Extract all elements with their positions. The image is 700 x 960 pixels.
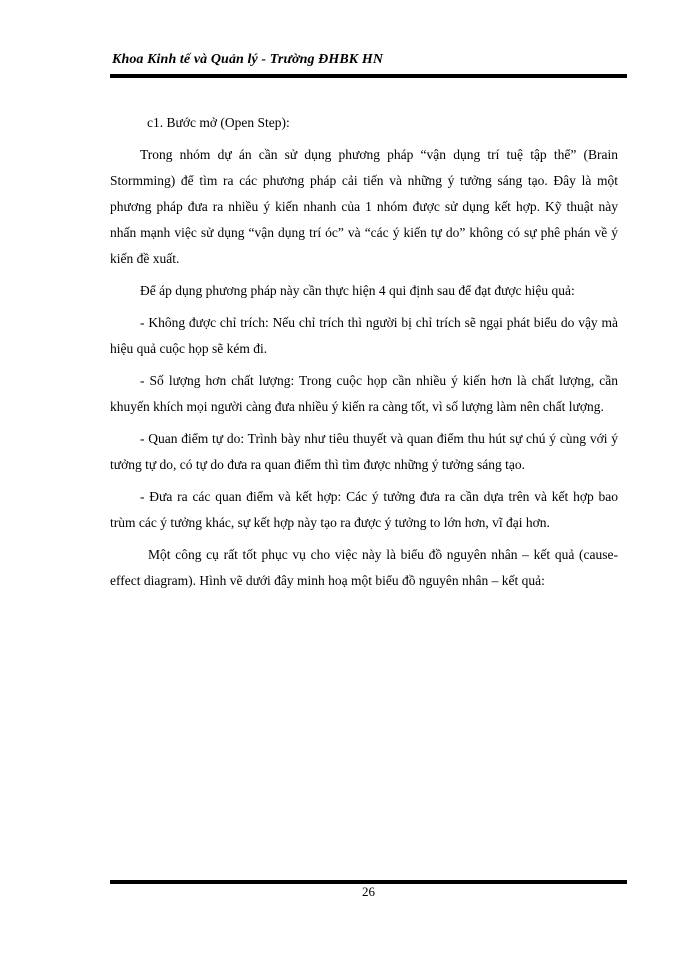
paragraph-rule-free-view: - Quan điểm tự do: Trình bày như tiêu thuyết và quan điểm thu hút sự chú ý cùng với ý tưởng tự do, có tự do đưa ra quan điểm thì tìm được những ý tưởng sáng tạo. — [110, 431, 618, 472]
header-rule — [110, 74, 627, 78]
paragraph-brainstorming: Trong nhóm dự án cần sử dụng phương pháp “vận dụng trí tuệ tập thể” (Brain Stormming) để tìm ra các phương pháp cải tiến và những ý tưởng sáng tạo. Đây là một phương pháp đưa ra nhiều ý kiến nhanh của 1 nhóm được sử dụng kết hợp. Kỹ thuật này nhấn mạnh việc sử dụng “vận dụng trí óc” và “các ý kiến tự do” không có sự phê phán về ý kiến đề xuất. — [110, 147, 618, 266]
page-number: 26 — [362, 884, 375, 899]
paragraph-cause-effect: Một công cụ rất tốt phục vụ cho việc này là biểu đồ nguyên nhân – kết quả (cause-effect diagram). Hình vẽ dưới đây minh hoạ một biểu đồ nguyên nhân – kết quả: — [110, 547, 618, 588]
paragraph-rule-quantity: - Số lượng hơn chất lượng: Trong cuộc họp cần nhiều ý kiến hơn là chất lượng, cần khuyến khích mọi người càng đưa nhiều ý kiến ra càng tốt, vì số lượng làm nên chất lượng. — [110, 373, 618, 414]
section-heading: c1. Bước mở (Open Step): — [147, 115, 290, 130]
paragraph-rule-no-criticism: - Không được chỉ trích: Nếu chỉ trích thì người bị chỉ trích sẽ ngại phát biểu do vậy mà hiệu quả cuộc họp sẽ kém đi. — [110, 315, 618, 356]
paragraph-rules-intro: Để áp dụng phương pháp này cần thực hiện 4 qui định sau để đạt được hiệu quả: — [140, 283, 575, 298]
page-header-title: Khoa Kinh tế và Quản lý - Trường ĐHBK HN — [112, 52, 384, 67]
document-body — [110, 110, 618, 600]
paragraph-rule-combine: - Đưa ra các quan điểm và kết hợp: Các ý tưởng đưa ra cần dựa trên và kết hợp bao trùm các ý tưởng khác, sự kết hợp này tạo ra được ý tưởng to lớn hơn, vĩ đại hơn. — [110, 489, 618, 530]
